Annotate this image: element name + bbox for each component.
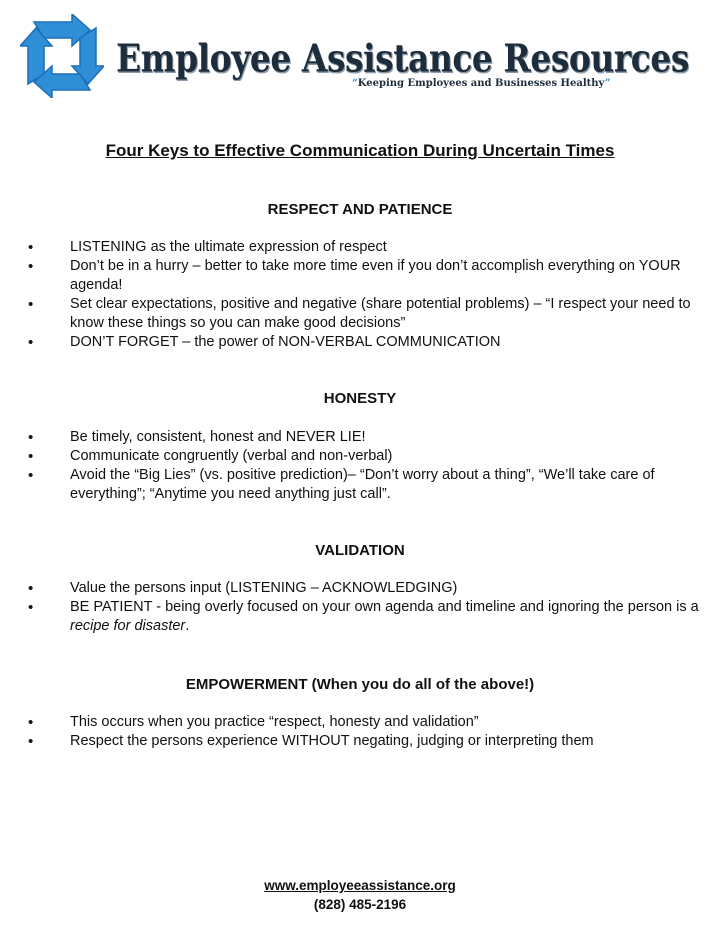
list-item: • LISTENING as the ultimate expression of respect [28,238,700,257]
document-title: Four Keys to Effective Communication During Uncertain Times [105,141,615,160]
list-item: • Don’t be in a hurry – better to take more time even if you don’t accomplish everything on YOUR agenda! [28,257,700,295]
website-link[interactable]: www.employeeassistance.org [264,878,456,893]
header-logo [20,14,689,98]
list-item: • Set clear expectations, positive and negative (share potential problems) – “I respect your need to know these things so you can make good decisions” [28,295,700,333]
company-name: Employee Assistance Resources [116,36,689,81]
list-item: • DON’T FORGET – the power of NON-VERBAL COMMUNICATION [28,333,700,352]
footer-contact [0,876,720,914]
list-item: • Respect the persons experience WITHOUT negating, judging or interpreting them [28,732,700,751]
empowerment-bullet-list [28,713,700,751]
section-heading-respect: RESPECT AND PATIENCE [267,201,453,218]
list-item: • BE PATIENT - being overly focused on your own agenda and timeline and ignoring the person is a recipe for disaster. [28,598,700,636]
section-heading-validation: VALIDATION [315,542,405,559]
list-item: • Be timely, consistent, honest and NEVER LIE! [28,428,700,447]
list-item: • Communicate congruently (verbal and non-verbal) [28,447,700,466]
section-heading-empowerment: EMPOWERMENT (When you do all of the above!) [185,676,535,693]
phone-number: (828) 485-2196 [313,897,407,912]
list-item: • Avoid the “Big Lies” (vs. positive prediction)– “Don’t worry about a thing”, “We’ll take care of everything”; “Anytime you need anything just call”. [28,466,700,504]
company-tagline: “Keeping Employees and Businesses Healthy” [352,78,611,89]
validation-bullet-list [28,579,700,636]
honesty-bullet-list [28,428,700,504]
list-item: • Value the persons input (LISTENING – ACKNOWLEDGING) [28,579,700,598]
recycle-arrows-icon [20,14,104,98]
respect-bullet-list [28,238,700,352]
list-item: • This occurs when you practice “respect, honesty and validation” [28,713,700,732]
section-heading-honesty: HONESTY [323,390,397,407]
